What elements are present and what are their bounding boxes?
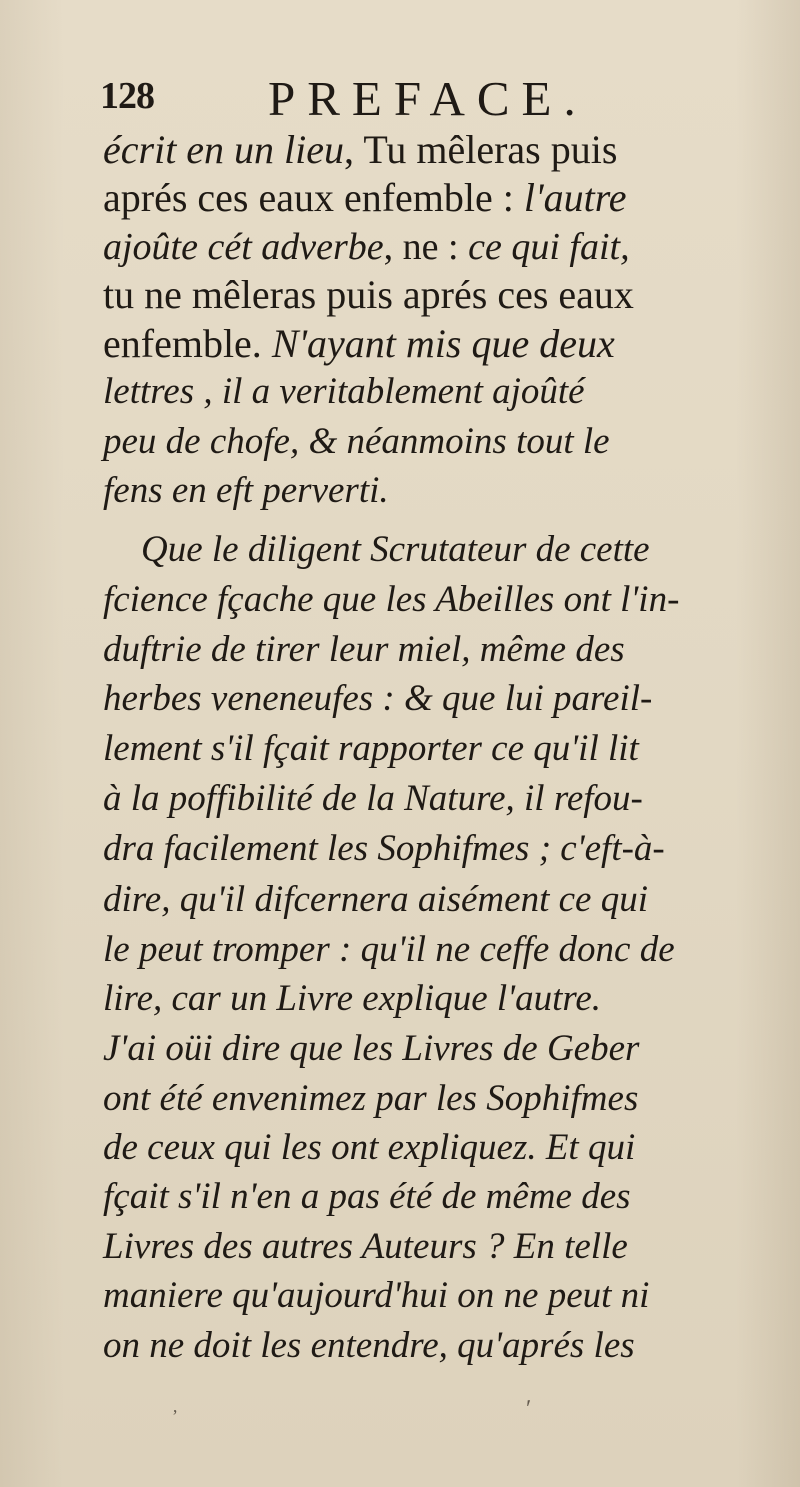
italic-text-segment: on ne doit les entendre, qu'aprés les <box>103 1325 635 1366</box>
text-line <box>103 576 679 624</box>
text-line <box>103 876 648 924</box>
stray-mark: ʼ <box>172 1406 178 1426</box>
italic-text-segment: lettres , il a veritablement ajoûté <box>103 371 585 412</box>
italic-text-segment: maniere qu'aujourd'hui on ne peut ni <box>103 1275 650 1316</box>
text-line <box>103 975 601 1023</box>
italic-text-segment: J'ai oüi dire que les Livres de Geber <box>103 1028 640 1069</box>
text-line <box>103 1025 639 1073</box>
italic-text-segment: Livres des autres Auteurs ? En telle <box>103 1226 628 1267</box>
text-line <box>103 675 652 723</box>
text-line <box>103 271 634 319</box>
italic-text-segment: peu de chofe, & néanmoins tout le <box>103 421 610 462</box>
text-line <box>103 223 630 271</box>
roman-text-segment: enfemble. <box>103 321 272 366</box>
italic-text-segment: Que le diligent Scrutateur de cette <box>141 529 650 570</box>
text-line <box>103 626 625 674</box>
text-line <box>103 926 675 974</box>
italic-text-segment: ce qui fait, <box>468 226 630 268</box>
text-line <box>103 1075 638 1123</box>
text-line <box>103 1223 628 1271</box>
body-text <box>103 126 765 1386</box>
stray-mark: ʹ <box>526 1396 532 1422</box>
text-line <box>103 368 585 416</box>
roman-text-segment: tu ne mêleras puis aprés ces eaux <box>103 272 634 317</box>
italic-text-segment: fcience fçache que les Abeilles ont l'in- <box>103 579 680 620</box>
italic-text-segment: N'ayant mis que deux <box>271 321 615 366</box>
italic-text-segment: ont été envenimez par les Sophifmes <box>103 1078 639 1119</box>
text-line <box>103 725 639 773</box>
text-line <box>103 174 627 222</box>
roman-text-segment: aprés ces eaux enfemble : <box>103 175 524 220</box>
page-header <box>100 70 720 130</box>
text-line <box>103 1124 635 1172</box>
text-line <box>103 775 643 823</box>
roman-text-segment: , ne : <box>383 226 469 268</box>
italic-text-segment: herbes veneneufes : & que lui pareil- <box>103 678 653 719</box>
text-line <box>103 467 389 515</box>
text-line <box>103 1173 631 1221</box>
text-line <box>103 418 610 466</box>
italic-text-segment: le peut tromper : qu'il ne ceffe donc de <box>103 929 675 970</box>
italic-text-segment: dra facilement les Sophifmes ; c'eft-à- <box>103 828 665 869</box>
italic-text-segment: ajoûte cét adverbe <box>103 226 384 268</box>
italic-text-segment: duftrie de tirer leur miel, même des <box>103 629 625 670</box>
italic-text-segment: écrit en un lieu <box>103 127 345 172</box>
italic-text-segment: fens en eft perverti. <box>103 470 389 511</box>
italic-text-segment: lire, car un Livre explique l'autre. <box>103 978 602 1019</box>
text-line <box>103 1272 649 1320</box>
italic-text-segment: lement s'il fçait rapporter ce qu'il lit <box>103 728 639 769</box>
italic-text-segment: de ceux qui les ont expliquez. Et qui <box>103 1127 636 1168</box>
text-line <box>103 1322 635 1370</box>
running-title: PREFACE. <box>268 71 588 126</box>
italic-text-segment: dire, qu'il difcernera aisément ce qui <box>103 879 648 920</box>
roman-text-segment: , Tu mêleras puis <box>344 127 618 172</box>
text-line <box>141 526 650 574</box>
italic-text-segment: fçait s'il n'en a pas été de même des <box>103 1176 631 1217</box>
text-line <box>103 825 665 873</box>
italic-text-segment: à la poffibilité de la Nature, il refou- <box>103 778 643 819</box>
italic-text-segment: l'autre <box>523 175 627 220</box>
text-line <box>103 126 617 174</box>
text-line <box>103 320 615 368</box>
page-number: 128 <box>100 75 154 117</box>
